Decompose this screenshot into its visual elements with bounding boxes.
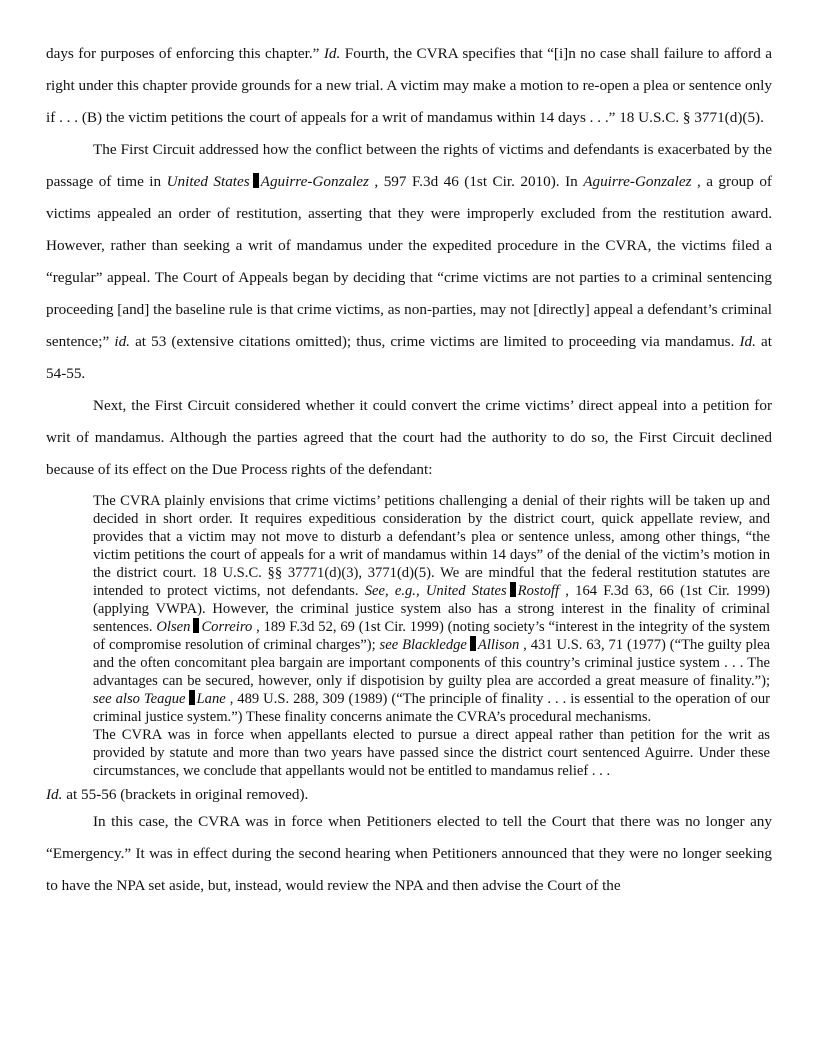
text-run: Next, the First Circuit considered whether it could convert the crime victims’ direct appeal into a petition for writ of mandamus. Although the parties agreed that the court had the authority to do so, the First Circuit declined because of its effect on the Due Process rights of the defendant: — [46, 397, 772, 478]
text-run: , 164 F.3d 63, 66 (1st Cir. 1999) (applying VWPA). However, the criminal justice system also has a strong interest in the finality of criminal sentences. — [93, 583, 770, 635]
redaction-bar — [189, 690, 195, 705]
redaction-bar — [470, 636, 476, 651]
text-run: at 53 (extensive citations omitted); thus, crime victims are limited to proceeding via mandamus. — [129, 333, 740, 350]
italic-citation: Id. — [323, 45, 341, 62]
block-quote-paragraph-finality — [93, 492, 770, 726]
paragraph-petitioners-emergency — [46, 806, 772, 902]
citation-id-55-56 — [46, 784, 772, 806]
text-run: , a group of victims appealed an order of restitution, asserting that they were improperly excluded from the restitution award. However, rather than seeking a writ of mandamus under the expedited procedure in the CVRA, the victims filed a “regular” appeal. The Court of Appeals began by deciding that “crime victims are not parties to a criminal sentencing proceeding [and] the baseline rule is that crime victims, as non-parties, may not [directly] appeal a defendant’s criminal sentence;” — [46, 173, 772, 350]
redaction-bar — [253, 173, 259, 188]
text-run: Fourth, the CVRA specifies that “[i]n no case shall failure to afford a right under this chapter provide grounds for a new trial. A victim may make a motion to re-open a plea or sentence only if . . . (B) the victim petitions the court of appeals for a writ of mandamus within 14 days . . .” 18 U.S.C. § 3771(d)(5). — [46, 45, 772, 126]
text-run: , 489 U.S. 288, 309 (1989) (“The principle of finality . . . is essential to the operation of our criminal justice system.”) These finality concerns animate the CVRA’s procedural mechanisms. — [93, 691, 770, 725]
paragraph-first-circuit-mandamus — [46, 390, 772, 486]
italic-citation: Correiro — [201, 619, 253, 635]
text-run: The CVRA was in force when appellants elected to pursue a direct appeal rather than petition for the writ as provided by statute and more than two years have passed since the district court sentenced Aguirre. Under these circumstances, we conclude that appellants would not be entitled to mandamus relief . . . — [93, 727, 770, 779]
italic-citation: Rostoff — [517, 583, 560, 599]
text-run: The First Circuit addressed how the conflict between the rights of victims and defendants is exacerbated by the passage of time in — [46, 141, 772, 190]
italic-citation: see also Teague — [93, 691, 186, 707]
text-run: In this case, the CVRA was in force when Petitioners elected to tell the Court that there was no longer any “Emergency.” It was in effect during the second hearing when Petitioners announced that they were no longer seeking to have the NPA set aside, but, instead, would review the NPA and then advise the Court of the — [46, 813, 772, 894]
italic-citation: Id. — [46, 786, 63, 803]
italic-citation: Aguirre-Gonzalez — [583, 173, 692, 190]
text-run: , 431 U.S. 63, 71 (1977) (“The guilty plea and the often concomitant plea bargain are important components of this country’s criminal justice system . . . The advantages can be secured, however, only if dispotision by guilty plea are accorded a great measure of finality.”); — [93, 637, 770, 689]
italic-citation: Lane — [196, 691, 226, 707]
block-quote — [93, 492, 770, 780]
text-run: The CVRA plainly envisions that crime victims’ petitions challenging a denial of their rights will be taken up and decided in short order. It requires expeditious consideration by the district court, quick appellate review, and provides that a victim may not move to disturb a defendant’s plea or sentence unless, among other things, “the victim petitions the court of appeals for a writ of mandamus within 14 days” of the denial of the victim’s motion in the district court. 18 U.S.C. §§ 37771(d)(3), 3771(d)(5). We are mindful that the federal restitution statutes are intended to protect victims, not defendants. — [93, 493, 770, 599]
italic-citation: Aguirre-Gonzalez — [260, 173, 369, 190]
block-quote-paragraph-conclusion — [93, 726, 770, 780]
redaction-bar — [193, 618, 199, 633]
redaction-bar — [510, 582, 516, 597]
text-run: , 189 F.3d 52, 69 (1st Cir. 1999) (noting society’s “interest in the integrity of the system of compromise resolution of criminal charges”); — [93, 619, 771, 653]
paragraph-cvra-new-trial — [46, 38, 772, 134]
italic-citation: Allison — [477, 637, 520, 653]
italic-citation: Id. — [739, 333, 756, 350]
text-run: at 54-55. — [46, 333, 772, 382]
italic-citation: See, e.g., United States — [364, 583, 507, 599]
italic-citation: Olsen — [156, 619, 191, 635]
document-page — [46, 38, 772, 902]
text-run: at 55-56 (brackets in original removed). — [62, 786, 309, 803]
italic-citation: United States — [166, 173, 250, 190]
italic-citation: see Blackledge — [379, 637, 467, 653]
paragraph-aguirre-gonzalez — [46, 134, 772, 390]
text-run: , 597 F.3d 46 (1st Cir. 2010). In — [368, 173, 584, 190]
text-run: days for purposes of enforcing this chapter.” — [46, 45, 324, 62]
italic-citation: id. — [114, 333, 130, 350]
